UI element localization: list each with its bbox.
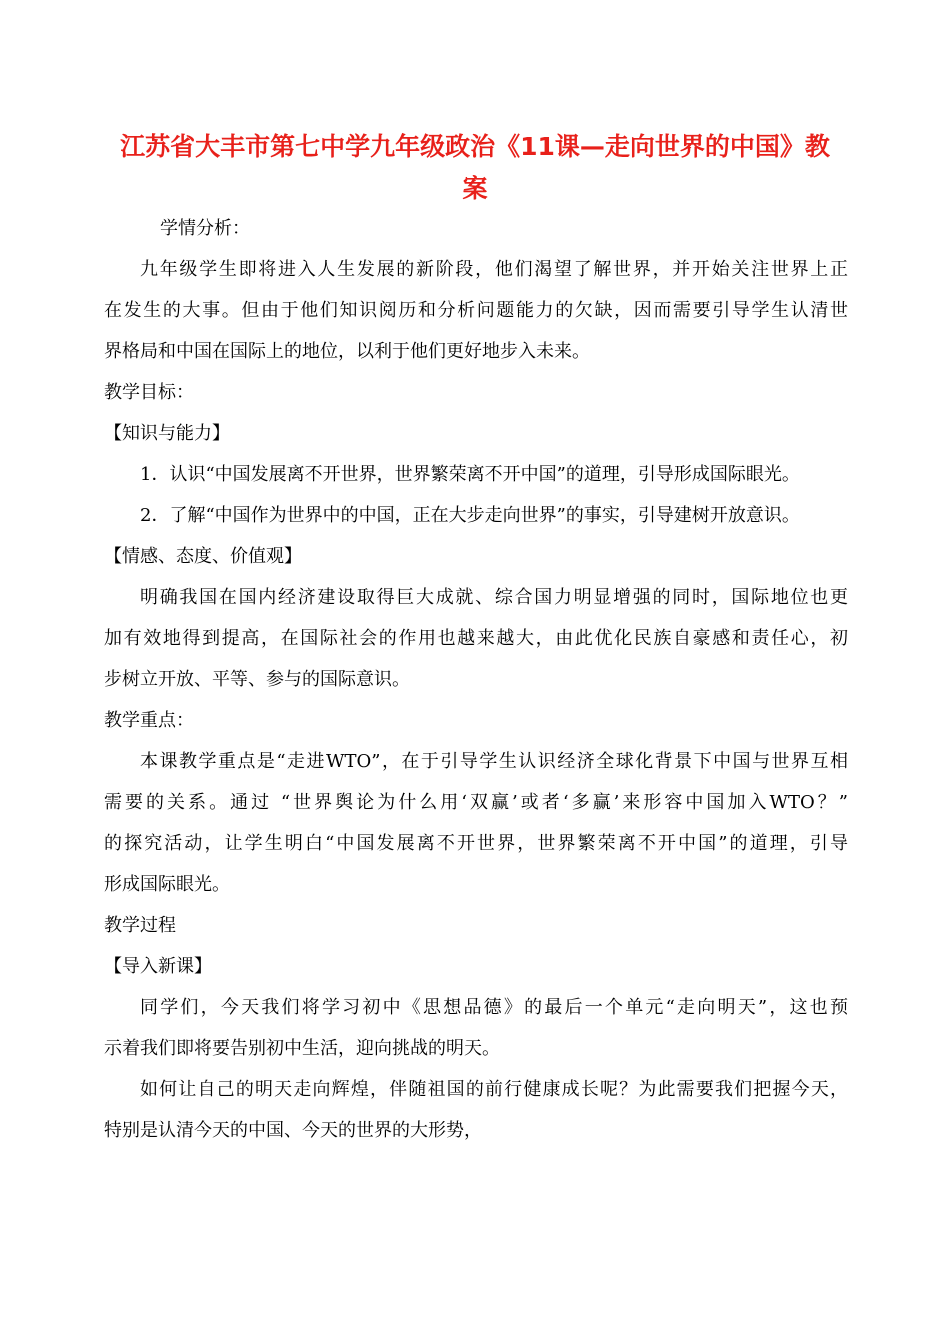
paragraph-line: 界格局和中国在国际上的地位，以利于他们更好地步入未来。: [104, 341, 590, 362]
paragraph-line: 九年级学生即将进入人生发展的新阶段，他们渴望了解世界，并开始关注世界上正: [140, 259, 848, 280]
paragraph-line: 的探究活动，让学生明白“中国发展离不开世界，世界繁荣离不开中国”的道理，引导: [104, 833, 848, 854]
section-heading-teaching-focus: 教学重点：: [104, 710, 194, 731]
goal-item-2: 2．了解“中国作为世界中的中国，正在大步走向世界”的事实，引导建树开放意识。: [140, 505, 800, 526]
paragraph-line: 示着我们即将要告别初中生活，迎向挑战的明天。: [104, 1038, 500, 1059]
subheading-knowledge-ability: 【知识与能力】: [104, 423, 230, 444]
subheading-introduction: 【导入新课】: [104, 956, 212, 977]
paragraph-line: 步树立开放、平等、参与的国际意识。: [104, 669, 410, 690]
document-title-line-2: 案: [462, 174, 488, 203]
paragraph-line: 明确我国在国内经济建设取得巨大成就、综合国力明显增强的同时，国际地位也更: [140, 587, 848, 608]
paragraph-line: 需要的关系。通过 “世界舆论为什么用‘双赢’或者‘多赢’来形容中国加入WTO？”: [104, 792, 848, 813]
paragraph-line: 形成国际眼光。: [104, 874, 230, 895]
goal-item-1: 1．认识“中国发展离不开世界，世界繁荣离不开中国”的道理，引导形成国际眼光。: [140, 464, 800, 485]
paragraph-line: 同学们，今天我们将学习初中《思想品德》的最后一个单元“走向明天”，这也预: [140, 997, 848, 1018]
document-title-line-1: 江苏省大丰市第七中学九年级政治《11课—走向世界的中国》教: [120, 132, 830, 161]
subheading-emotion-attitude-values: 【情感、态度、价值观】: [104, 546, 302, 567]
paragraph-line: 在发生的大事。但由于他们知识阅历和分析问题能力的欠缺，因而需要引导学生认清世: [104, 300, 848, 321]
section-heading-teaching-goals: 教学目标：: [104, 382, 194, 403]
paragraph-line: 本课教学重点是“走进WTO”，在于引导学生认识经济全球化背景下中国与世界互相: [140, 751, 848, 772]
section-heading-teaching-process: 教学过程: [104, 915, 176, 936]
section-heading-student-analysis: 学情分析：: [160, 218, 250, 239]
paragraph-line: 如何让自己的明天走向辉煌，伴随祖国的前行健康成长呢？为此需要我们把握今天，: [140, 1079, 848, 1100]
paragraph-line: 加有效地得到提高，在国际社会的作用也越来越大，由此优化民族自豪感和责任心，初: [104, 628, 848, 649]
paragraph-line: 特别是认清今天的中国、今天的世界的大形势，: [104, 1120, 482, 1141]
